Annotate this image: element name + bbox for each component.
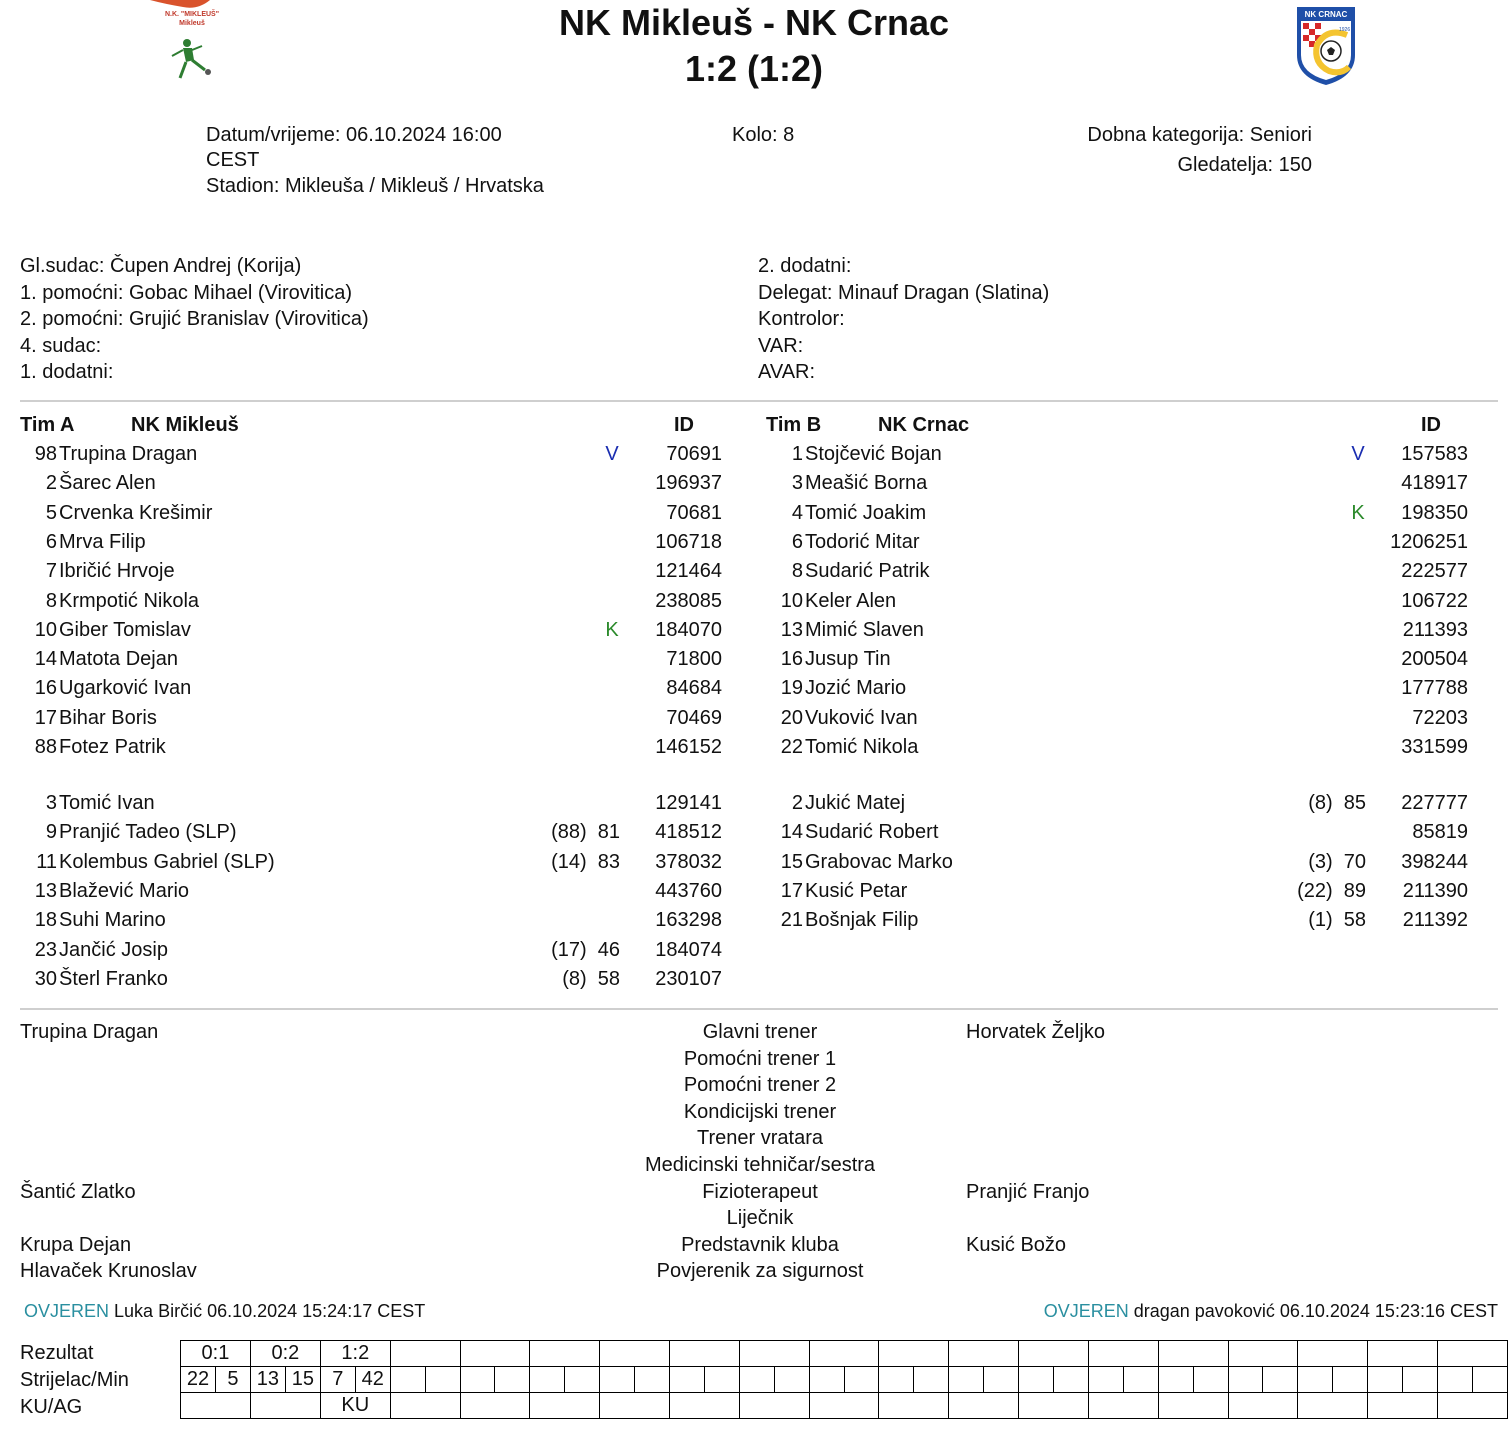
player-name: Bošnjak Filip bbox=[805, 909, 919, 932]
away-logo-text: NK CRNAC bbox=[1304, 10, 1348, 19]
away-logo-year: 1926 bbox=[1339, 27, 1351, 33]
scorer-cell bbox=[1193, 1367, 1228, 1393]
staff-away-name: Kusić Božo bbox=[966, 1233, 1067, 1256]
staff-role: Kondicijski trener bbox=[683, 1100, 837, 1123]
scorer-cell: 13 bbox=[250, 1367, 285, 1393]
player-name: Todorić Mitar bbox=[805, 530, 920, 553]
team-a-id-header: ID bbox=[674, 414, 694, 436]
staff-role: Medicinski tehničar/sestra bbox=[644, 1154, 876, 1176]
scorer-cell bbox=[844, 1367, 879, 1393]
scorer-cell bbox=[914, 1367, 949, 1393]
result-cell bbox=[670, 1341, 740, 1367]
player-number: 13 bbox=[34, 879, 57, 902]
kuag-cell bbox=[879, 1393, 949, 1419]
result-cell bbox=[600, 1341, 670, 1367]
captain-mark: K bbox=[1351, 501, 1365, 524]
scorer-cell: 7 bbox=[320, 1367, 355, 1393]
scorer-cell bbox=[635, 1367, 670, 1393]
staff-away-name: Pranjić Franjo bbox=[966, 1180, 1090, 1203]
kuag-cell bbox=[1158, 1393, 1228, 1419]
away-team-title: NK Crnac bbox=[785, 2, 950, 43]
player-id: 70681 bbox=[666, 501, 722, 524]
player-number: 11 bbox=[36, 850, 57, 873]
substitution-info: (8) 58 bbox=[562, 967, 620, 990]
kuag-cell bbox=[1019, 1393, 1089, 1419]
player-number: 21 bbox=[780, 909, 803, 932]
scorer-cell bbox=[460, 1367, 495, 1393]
substitution-info: (8) 85 bbox=[1308, 792, 1366, 814]
team_b-starter-row bbox=[0, 499, 1508, 528]
player-id: 121464 bbox=[655, 560, 722, 583]
result-cell bbox=[1298, 1341, 1368, 1367]
player-id: 184070 bbox=[655, 618, 722, 641]
scorer-cell bbox=[879, 1367, 914, 1393]
official-right-line: Kontrolor: bbox=[758, 308, 845, 330]
scorer-cell bbox=[1123, 1367, 1158, 1393]
scorer-cell bbox=[774, 1367, 809, 1393]
title-separator: - bbox=[753, 2, 785, 43]
player-number: 23 bbox=[34, 938, 57, 961]
player-number: 14 bbox=[780, 821, 803, 844]
goals-label-result: Rezultat bbox=[20, 1342, 94, 1364]
result-cell bbox=[1368, 1341, 1438, 1367]
result-cell: 0:2 bbox=[250, 1341, 320, 1367]
player-id: 398244 bbox=[1401, 850, 1468, 873]
player-name: Kusić Petar bbox=[805, 879, 908, 902]
result-cell: 0:1 bbox=[181, 1341, 251, 1367]
kuag-cell bbox=[949, 1393, 1019, 1419]
player-name: Grabovac Marko bbox=[805, 850, 953, 873]
official-right-line: AVAR: bbox=[758, 361, 816, 383]
player-name: Trupina Dragan bbox=[59, 443, 198, 465]
scorer-cell bbox=[425, 1367, 460, 1393]
kuag-cell bbox=[530, 1393, 600, 1419]
kuag-cell bbox=[181, 1393, 251, 1419]
player-name: Stojčević Bojan bbox=[805, 443, 942, 465]
player-number: 8 bbox=[791, 560, 803, 583]
player-number: 2 bbox=[45, 472, 57, 495]
kuag-cell bbox=[739, 1393, 809, 1419]
kuag-cell bbox=[809, 1393, 879, 1419]
player-id: 238085 bbox=[655, 589, 722, 612]
scorer-cell bbox=[1298, 1367, 1333, 1393]
player-number: 17 bbox=[34, 706, 57, 729]
team-a-label: Tim A bbox=[20, 414, 75, 436]
player-number: 10 bbox=[34, 618, 57, 641]
player-name: Matota Dejan bbox=[59, 648, 178, 671]
datetime-line2: CEST bbox=[206, 149, 260, 171]
result-cell bbox=[1228, 1341, 1298, 1367]
player-number: 98 bbox=[34, 443, 57, 465]
player-id: 1206251 bbox=[1390, 530, 1468, 553]
official-left-line: 1. pomoćni: Gobac Mihael (Virovitica) bbox=[20, 281, 352, 304]
player-name: Meašić Borna bbox=[805, 472, 928, 495]
scorer-cell bbox=[1472, 1367, 1507, 1393]
divider-top bbox=[20, 400, 1498, 402]
player-number: 6 bbox=[791, 530, 803, 553]
official-left-line: 4. sudac: bbox=[20, 334, 102, 357]
team_b-sub-row bbox=[0, 877, 1508, 906]
scorer-cell bbox=[1263, 1367, 1298, 1393]
team_b-starter-row bbox=[0, 645, 1508, 674]
round: Kolo: 8 bbox=[732, 124, 795, 146]
player-name: Jozić Mario bbox=[805, 677, 907, 700]
scorer-cell bbox=[1368, 1367, 1403, 1393]
result-cell: 1:2 bbox=[320, 1341, 390, 1367]
player-name: Ibričić Hrvoje bbox=[59, 560, 175, 583]
substitution-info: (88) 81 bbox=[551, 821, 620, 844]
player-name: Bihar Boris bbox=[59, 706, 157, 729]
player-name: Krmpotić Nikola bbox=[59, 589, 200, 612]
substitution-info: (3) 70 bbox=[1308, 850, 1366, 873]
player-name: Keler Alen bbox=[805, 589, 897, 612]
player-id: 177788 bbox=[1401, 677, 1468, 700]
player-name: Pranjić Tadeo (SLP) bbox=[59, 821, 237, 844]
scorer-cell bbox=[739, 1367, 774, 1393]
staff-role: Liječnik bbox=[726, 1207, 794, 1230]
result-cell bbox=[1088, 1341, 1158, 1367]
team_b-starter-row bbox=[0, 440, 1508, 469]
player-number: 18 bbox=[34, 909, 57, 932]
scorer-cell bbox=[984, 1367, 1019, 1393]
team_b-starter-row bbox=[0, 616, 1508, 645]
team_a-sub-row bbox=[0, 965, 1508, 994]
player-name: Sudarić Robert bbox=[805, 821, 939, 844]
player-number: 3 bbox=[791, 472, 803, 495]
official-left-line: 1. dodatni: bbox=[20, 361, 114, 383]
player-number: 30 bbox=[34, 967, 57, 990]
scorer-cell: 22 bbox=[181, 1367, 216, 1393]
player-id: 84684 bbox=[666, 677, 722, 700]
team-b-id-header: ID bbox=[1421, 414, 1441, 436]
scorer-cell: 42 bbox=[355, 1367, 390, 1393]
result-cell bbox=[949, 1341, 1019, 1367]
scorer-cell: 15 bbox=[285, 1367, 320, 1393]
kuag-cell bbox=[1228, 1393, 1298, 1419]
player-id: 184074 bbox=[655, 938, 722, 961]
datetime-line1: Datum/vrijeme: 06.10.2024 16:00 bbox=[206, 124, 502, 146]
kuag-cell bbox=[670, 1393, 740, 1419]
player-id: 211392 bbox=[1402, 909, 1468, 932]
team_a-sub-row bbox=[0, 936, 1508, 965]
player-name: Mimić Slaven bbox=[805, 618, 924, 641]
player-name: Giber Tomislav bbox=[59, 618, 191, 641]
player-number: 17 bbox=[780, 879, 803, 902]
scorer-cell bbox=[1333, 1367, 1368, 1393]
official-left-line: Gl.sudac: Čupen Andrej (Korija) bbox=[20, 255, 302, 277]
scorer-cell bbox=[1228, 1367, 1263, 1393]
player-number: 2 bbox=[791, 792, 803, 814]
team_b-starter-row bbox=[0, 704, 1508, 733]
player-number: 22 bbox=[780, 736, 803, 758]
team_b-sub-row bbox=[0, 818, 1508, 847]
scorer-cell bbox=[1403, 1367, 1438, 1393]
kuag-cell bbox=[390, 1393, 460, 1419]
team_b-sub-row bbox=[0, 906, 1508, 935]
scorer-cell bbox=[600, 1367, 635, 1393]
player-id: 378032 bbox=[655, 850, 722, 873]
result-cell bbox=[460, 1341, 530, 1367]
result-cell bbox=[809, 1341, 879, 1367]
player-name: Tomić Ivan bbox=[59, 792, 155, 814]
match-title bbox=[0, 2, 1508, 44]
scorer-cell bbox=[1437, 1367, 1472, 1393]
official-right-line: 2. dodatni: bbox=[758, 255, 852, 277]
home-team-title: NK Mikleuš bbox=[558, 2, 753, 43]
player-id: 230107 bbox=[655, 967, 722, 990]
player-id: 200504 bbox=[1401, 648, 1468, 671]
player-id: 443760 bbox=[655, 879, 722, 902]
player-id: 196937 bbox=[655, 472, 722, 495]
verified-text-right: dragan pavoković 06.10.2024 15:23:16 CEST bbox=[1128, 1301, 1498, 1321]
player-name: Mrva Filip bbox=[59, 530, 146, 553]
result-cell bbox=[530, 1341, 600, 1367]
player-number: 16 bbox=[34, 677, 57, 700]
result-cell bbox=[1158, 1341, 1228, 1367]
scorer-cell bbox=[530, 1367, 565, 1393]
player-name: Tomić Joakim bbox=[805, 501, 927, 524]
divider-bottom bbox=[20, 1008, 1498, 1010]
player-id: 418512 bbox=[655, 821, 722, 844]
scorer-cell bbox=[565, 1367, 600, 1393]
substitution-info: (14) 83 bbox=[551, 850, 620, 873]
kuag-cell bbox=[1088, 1393, 1158, 1419]
team_b-starter-row bbox=[0, 674, 1508, 703]
player-id: 71800 bbox=[666, 648, 722, 671]
team_b-starter-row bbox=[0, 557, 1508, 586]
scorer-cell bbox=[704, 1367, 739, 1393]
home-logo-text1: N.K. "MIKLEUŠ" bbox=[164, 11, 220, 18]
verified-status-left: OVJEREN bbox=[24, 1301, 110, 1321]
result-cell bbox=[739, 1341, 809, 1367]
scorer-cell bbox=[949, 1367, 984, 1393]
player-name: Jukić Matej bbox=[805, 792, 906, 814]
player-id: 227777 bbox=[1401, 792, 1468, 814]
player-number: 1 bbox=[791, 443, 803, 465]
player-number: 10 bbox=[780, 589, 803, 612]
scorer-cell bbox=[495, 1367, 530, 1393]
result-cell bbox=[879, 1341, 949, 1367]
player-name: Sudarić Patrik bbox=[805, 560, 930, 583]
player-number: 16 bbox=[780, 648, 803, 671]
official-right-line: VAR: bbox=[758, 334, 804, 357]
match-score: 1:2 (1:2) bbox=[684, 48, 824, 89]
staff-home-name: Krupa Dejan bbox=[20, 1233, 132, 1256]
substitution-info: (17) 46 bbox=[551, 938, 620, 961]
player-name: Fotez Patrik bbox=[59, 736, 166, 758]
staff-role: Fizioterapeut bbox=[702, 1180, 818, 1203]
kuag-cell bbox=[1437, 1393, 1507, 1419]
result-cell bbox=[390, 1341, 460, 1367]
team_b-sub-row bbox=[0, 789, 1508, 818]
player-id: 70691 bbox=[666, 443, 722, 465]
player-number: 6 bbox=[45, 530, 57, 553]
player-number: 5 bbox=[45, 501, 57, 524]
player-id: 106722 bbox=[1401, 589, 1468, 612]
player-number: 9 bbox=[45, 821, 57, 844]
player-id: 70469 bbox=[666, 706, 722, 729]
player-number: 7 bbox=[45, 560, 57, 583]
scorer-cell: 5 bbox=[215, 1367, 250, 1393]
team_b-starter-row bbox=[0, 733, 1508, 762]
staff-role: Pomoćni trener 1 bbox=[683, 1047, 837, 1070]
scorer-cell bbox=[1088, 1367, 1123, 1393]
player-number: 15 bbox=[780, 850, 803, 873]
player-id: 163298 bbox=[655, 909, 722, 932]
player-id: 418917 bbox=[1401, 472, 1468, 495]
verification-right bbox=[1044, 1301, 1498, 1322]
staff-away-name: Horvatek Željko bbox=[966, 1021, 1105, 1043]
kuag-cell: KU bbox=[320, 1393, 390, 1419]
player-id: 85819 bbox=[1412, 821, 1468, 844]
team_b-starter-row bbox=[0, 469, 1508, 498]
player-id: 106718 bbox=[655, 530, 722, 553]
scorer-cell bbox=[1158, 1367, 1193, 1393]
player-name: Tomić Nikola bbox=[805, 736, 919, 758]
player-number: 3 bbox=[45, 792, 57, 814]
player-name: Suhi Marino bbox=[59, 909, 166, 932]
goals-label-kuag: KU/AG bbox=[20, 1396, 83, 1418]
player-name: Kolembus Gabriel (SLP) bbox=[59, 850, 275, 873]
kuag-cell bbox=[600, 1393, 670, 1419]
staff-role: Trener vratara bbox=[697, 1127, 823, 1150]
player-number: 14 bbox=[34, 648, 57, 671]
goalkeeper-mark: V bbox=[1351, 443, 1365, 465]
team_b-starter-row bbox=[0, 528, 1508, 557]
player-name: Ugarković Ivan bbox=[59, 677, 192, 700]
player-name: Jusup Tin bbox=[805, 648, 891, 671]
goals-label-scorer: Strijelac/Min bbox=[20, 1369, 129, 1391]
team-b-name: NK Crnac bbox=[878, 414, 970, 436]
scorer-cell bbox=[1053, 1367, 1088, 1393]
substitution-info: (1) 58 bbox=[1308, 909, 1366, 932]
player-name: Šarec Alen bbox=[59, 472, 156, 495]
home-logo-text2: Mikleuš bbox=[179, 20, 205, 27]
kuag-cell bbox=[1368, 1393, 1438, 1419]
result-cell bbox=[1437, 1341, 1507, 1367]
stadium: Stadion: Mikleuša / Mikleuš / Hrvatska bbox=[206, 175, 544, 197]
player-id: 331599 bbox=[1401, 736, 1468, 758]
kuag-cell bbox=[460, 1393, 530, 1419]
player-name: Jančić Josip bbox=[59, 938, 168, 961]
staff-role: Pomoćni trener 2 bbox=[683, 1074, 837, 1097]
spectators: Gledatelja: 150 bbox=[1177, 154, 1312, 176]
team_b-starter-row bbox=[0, 587, 1508, 616]
team_b-sub-row bbox=[0, 848, 1508, 877]
captain-mark: K bbox=[605, 618, 619, 641]
staff-home-name: Trupina Dragan bbox=[20, 1021, 159, 1043]
scorer-cell bbox=[1019, 1367, 1054, 1393]
team-a-name: NK Mikleuš bbox=[131, 414, 239, 436]
staff-home-name: Hlavaček Krunoslav bbox=[20, 1260, 197, 1283]
kuag-cell bbox=[250, 1393, 320, 1419]
staff-home-name: Šantić Zlatko bbox=[20, 1180, 136, 1203]
verification-left bbox=[24, 1301, 425, 1322]
staff-role: Glavni trener bbox=[702, 1021, 818, 1043]
player-number: 88 bbox=[34, 736, 57, 758]
player-id: 129141 bbox=[655, 792, 722, 814]
verified-status-right: OVJEREN bbox=[1043, 1301, 1129, 1321]
player-id: 211393 bbox=[1402, 618, 1468, 641]
official-left-line: 2. pomoćni: Grujić Branislav (Virovitica) bbox=[20, 308, 369, 330]
staff-role: Predstavnik kluba bbox=[681, 1233, 839, 1256]
scorer-cell bbox=[809, 1367, 844, 1393]
player-name: Šterl Franko bbox=[59, 967, 168, 990]
player-number: 8 bbox=[45, 589, 57, 612]
result-cell bbox=[1019, 1341, 1089, 1367]
age-category: Dobna kategorija: Seniori bbox=[1087, 124, 1312, 146]
kuag-cell bbox=[1298, 1393, 1368, 1419]
player-id: 72203 bbox=[1412, 706, 1468, 729]
goals-grid bbox=[180, 1340, 1508, 1419]
player-name: Blažević Mario bbox=[59, 879, 190, 902]
substitution-info: (22) 89 bbox=[1297, 879, 1366, 902]
player-id: 198350 bbox=[1401, 501, 1468, 524]
player-number: 19 bbox=[780, 677, 803, 700]
player-id: 211390 bbox=[1402, 879, 1468, 902]
player-number: 13 bbox=[780, 618, 803, 641]
official-right-line: Delegat: Minauf Dragan (Slatina) bbox=[758, 281, 1050, 304]
goalkeeper-mark: V bbox=[605, 443, 619, 465]
staff-role: Povjerenik za sigurnost bbox=[656, 1260, 864, 1283]
scorer-cell bbox=[390, 1367, 425, 1393]
player-id: 222577 bbox=[1401, 560, 1468, 583]
team-b-label: Tim B bbox=[766, 414, 822, 436]
player-number: 4 bbox=[791, 501, 803, 524]
player-name: Vuković Ivan bbox=[805, 706, 918, 729]
verified-text-left: Luka Birčić 06.10.2024 15:24:17 CEST bbox=[109, 1301, 426, 1321]
scorer-cell bbox=[670, 1367, 705, 1393]
player-number: 20 bbox=[780, 706, 803, 729]
player-id: 146152 bbox=[655, 736, 722, 758]
player-id: 157583 bbox=[1401, 443, 1468, 465]
player-name: Crvenka Krešimir bbox=[59, 501, 213, 524]
